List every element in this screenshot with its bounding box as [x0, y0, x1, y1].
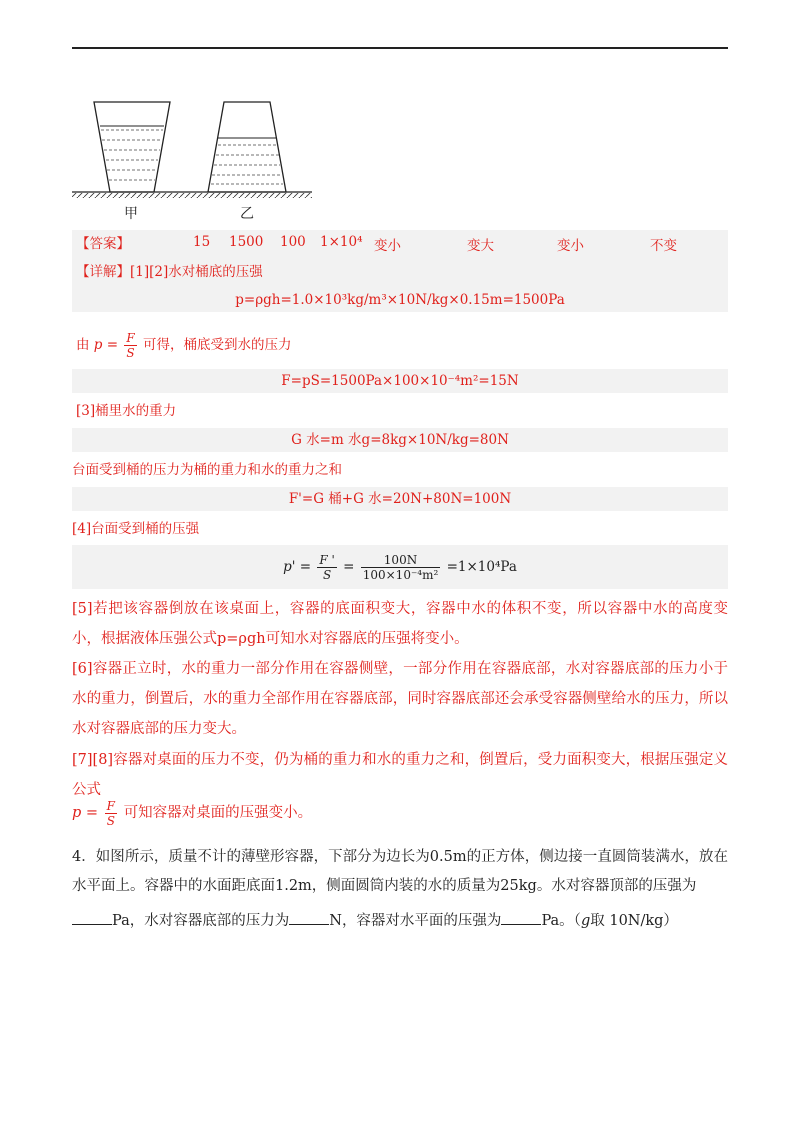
fraction-denominator: S [126, 346, 135, 360]
q4-text-2a: Pa，水对容器底部的压力为 [112, 913, 290, 929]
line8-lhs: p = [72, 805, 99, 821]
equation-3: G 水=m 水g=8kg×10N/kg=80N [291, 432, 509, 448]
answer-item-4: 1×10⁴ [320, 234, 363, 250]
question-4-text: 4．如图所示，质量不计的薄壁形容器，下部分为边长为0.5m的正方体，侧边接一直圆筒装满水，放在水平面上。容器中的水面距底面1.2m，侧面圆筒内装的水的质量为25kg。水对容器顶部的压强为 [72, 849, 728, 894]
detail-line-5: [4]台面受到桶的压强 [72, 521, 200, 537]
eq5-fraction-1 [317, 553, 336, 582]
q4-text-2c: Pa。（ [541, 913, 581, 929]
answer-blank-3[interactable] [501, 910, 541, 925]
equation-1: p=ρgh=1.0×10³kg/m³×10N/kg×0.15m=1500Pa [235, 292, 565, 308]
detail-line-2-prefix: 由 [76, 337, 90, 353]
answer-item-8: 不变 [650, 238, 677, 254]
equation-2: F=pS=1500Pa×100×10⁻⁴m²=15N [281, 373, 519, 389]
fraction-numerator: F [126, 331, 135, 345]
header-rule [72, 47, 728, 49]
answer-item-2: 1500 [229, 234, 264, 250]
answer-blank-1[interactable] [72, 910, 112, 925]
formula-lhs: p = [93, 337, 119, 353]
equation-5: p' = $\frac{F '}{S}$ = $\frac{100N}{\text{100×10⁻⁴m²}}$ =1×10⁴Pa [283, 553, 517, 582]
detail-line-2-suffix: 可得，桶底受到水的压力 [142, 337, 292, 353]
q4-text-2d: 取 10N/kg） [590, 913, 678, 929]
eq5-num-1: F ' [319, 553, 335, 567]
detail-line-4: 台面受到桶的压力为桶的重力和水的重力之和 [72, 462, 342, 478]
q4-g: g [580, 913, 591, 929]
answer-tag: 【答案】 [76, 236, 130, 252]
line8-suffix: 可知容器对桌面的压强变小。 [123, 805, 313, 821]
q4-text-2b: N，容器对水平面的压强为 [329, 913, 502, 929]
eq5-lhs: p' = [283, 559, 312, 575]
detail-line-1: 【详解】[1][2]水对桶底的压强 [76, 264, 263, 280]
answer-blank-2[interactable] [289, 910, 329, 925]
fraction-f-over-s [124, 331, 136, 360]
paragraph-6: [6]容器正立时，水的重力一部分作用在容器侧壁，一部分作用在容器底部，水对容器底部的压力小于水的重力，倒置后，水的重力全部作用在容器底部，同时容器底部还会承受容器侧壁给水的压力，所以水对容器底部的压力变大。 [72, 661, 728, 737]
question-4-blanks [72, 907, 728, 936]
figure-label-yi: 乙 [240, 206, 254, 222]
detail-line-2 [76, 330, 291, 360]
figure-label-jia: 甲 [124, 206, 138, 222]
eq5-den-2: 100×10⁻⁴m² [362, 568, 439, 582]
eq5-num-2: 100N [361, 553, 441, 568]
detail-line-3: [3]桶里水的重力 [76, 403, 177, 419]
eq5-fraction-2 [361, 553, 441, 582]
containers-diagram [72, 95, 312, 205]
container-figure [72, 95, 312, 225]
answer-item-3: 100 [280, 234, 306, 250]
answer-item-6: 变大 [467, 238, 494, 254]
line8-num: F [106, 798, 115, 813]
answer-item-5: 变小 [374, 238, 401, 254]
answer-item-7: 变小 [557, 238, 584, 254]
line8-fraction [105, 799, 117, 828]
paragraph-7: [7][8]容器对桌面的压力不变，仍为桶的重力和水的重力之和，倒置后，受力面积变大，根据压强定义公式 [72, 752, 728, 798]
equation-4: F'=G 桶+G 水=20N+80N=100N [288, 491, 512, 507]
eq5-den-1: S [322, 568, 332, 582]
detail-line-8 [72, 798, 312, 828]
answer-item-1: 15 [193, 234, 211, 250]
line8-den: S [106, 813, 115, 828]
eq5-rhs: =1×10⁴Pa [446, 559, 517, 575]
paragraph-5: [5]若把该容器倒放在该桌面上，容器的底面积变大，容器中水的体积不变，所以容器中水的高度变小，根据液体压强公式p=ρgh可知水对容器底的压强将变小。 [72, 601, 728, 647]
